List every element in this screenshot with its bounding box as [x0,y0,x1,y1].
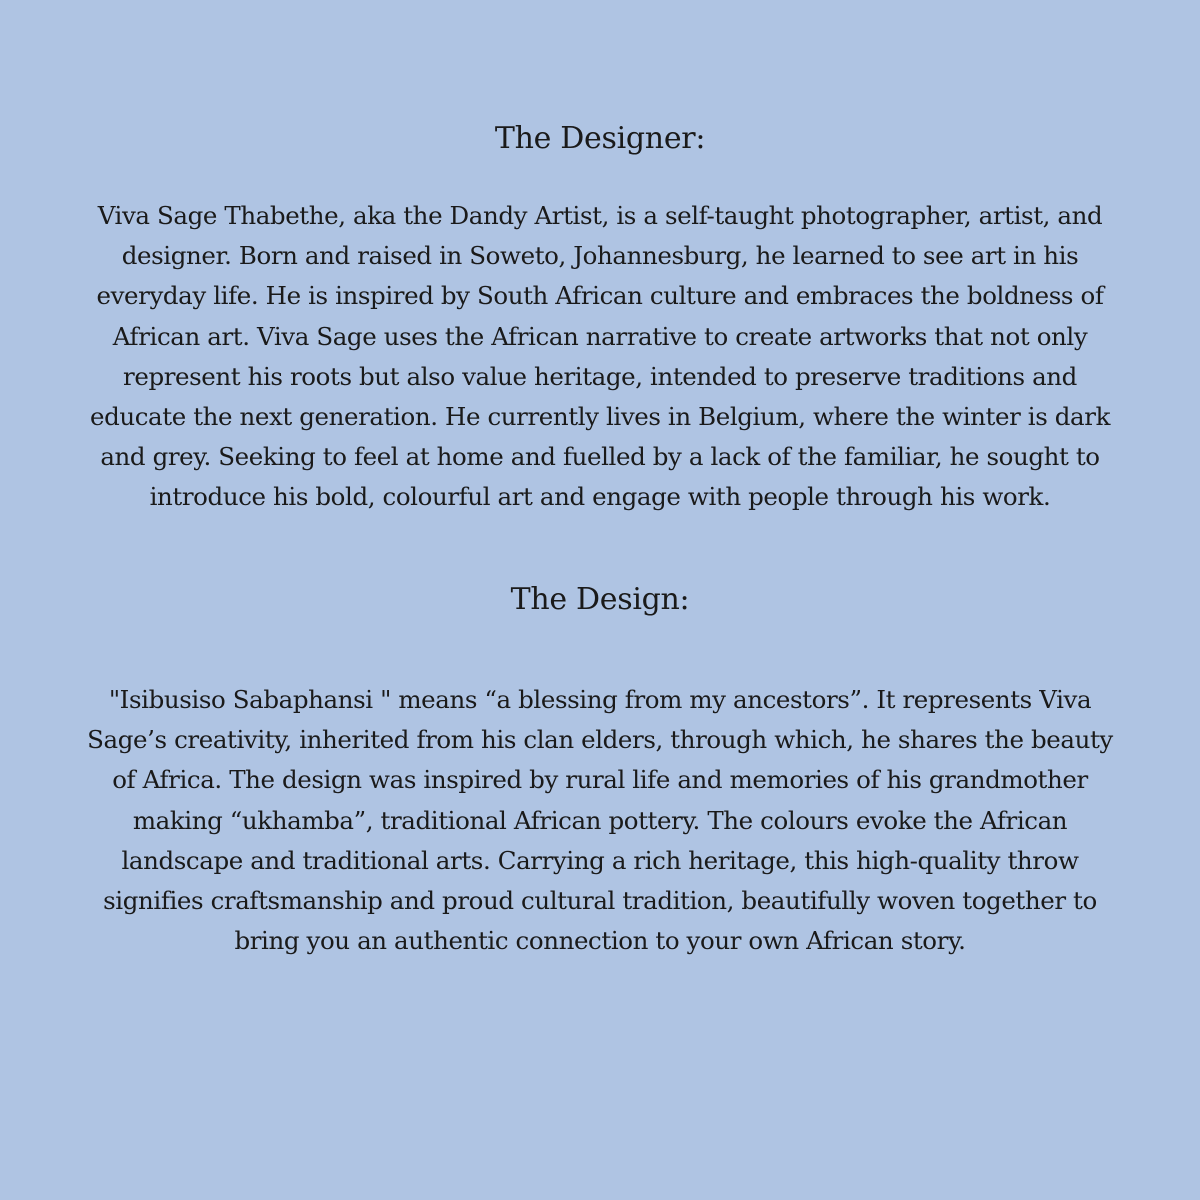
design-paragraph: "Isibusiso Sabaphansi " means “a blessing from my ancestors”. It represents Viva Sage’s creativity, inherited from his clan elders, through which, he shares the beauty of Africa. The design was inspired by rural life and memories of his grandmother making “ukhamba”, traditional African pottery. The colours evoke the African landscape and traditional arts. Carrying a rich heritage, this high-quality throw signifies craftsmanship and proud cultural tradition, beautifully woven together to bring you an authentic connection to your own African story. [87,685,1113,956]
design-heading: The Design: [510,582,690,617]
designer-heading: The Designer: [494,121,706,156]
designer-paragraph: Viva Sage Thabethe, aka the Dandy Artist, is a self-taught photographer, artist, and designer. Born and raised in Soweto, Johannesburg, he learned to see art in his everyday life. He is inspired by South African culture and embraces the boldness of African art. Viva Sage uses the African narrative to create artworks that not only represent his roots but also value heritage, intended to preserve traditions and educate the next generation. He currently lives in Belgium, where the winter is dark and grey. Seeking to feel at home and fuelled by a lack of the familiar, he sought to introduce his bold, colourful art and engage with people through his work. [89,201,1111,512]
